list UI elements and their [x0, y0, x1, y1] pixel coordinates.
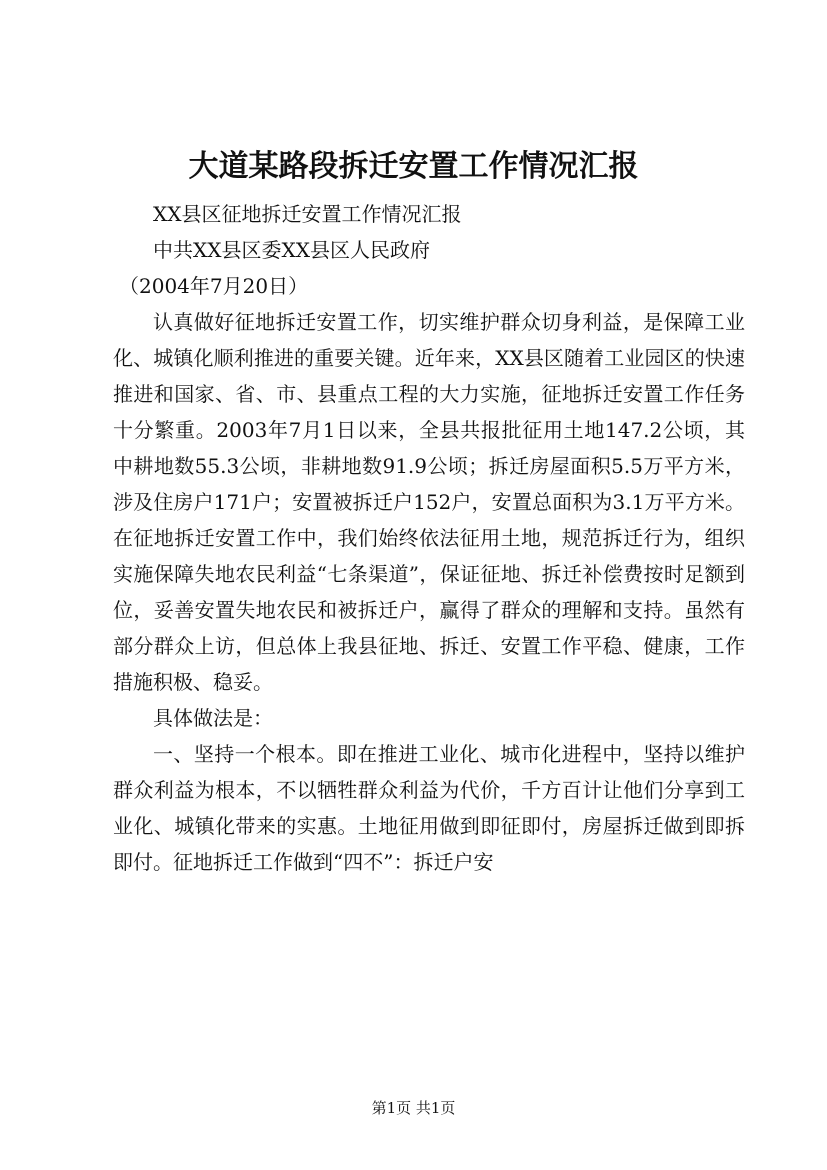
- date-line: （2004年7月20日）: [119, 274, 309, 298]
- document-title: 大道某路段拆迁安置工作情况汇报: [188, 149, 639, 184]
- document-body: [113, 196, 745, 880]
- page-footer: 第1页 共1页: [371, 1099, 456, 1117]
- body-paragraph-3: 一、坚持一个根本。即在推进工业化、城市化进程中，坚持以维护群众利益为根本，不以牺牲群众利益为代价，千方百计让他们分享到工业化、城镇化带来的实惠。土地征用做到即征即付，房屋拆迁做到即拆即付。征地拆迁工作做到“四不”：拆迁户安: [113, 742, 745, 874]
- body-paragraph-1: 认真做好征地拆迁安置工作，切实维护群众切身利益，是保障工业化、城镇化顺利推进的重要关键。近年来，XX县区随着工业园区的快速推进和国家、省、市、县重点工程的大力实施，征地拆迁安置工作任务十分繁重。2003年7月1日以来，全县共报批征用土地147.2公顷，其中耕地数55.3公顷，非耕地数91.9公顷；拆迁房屋面积5.5万平方米，涉及住房户171户；安置被拆迁户152户，安置总面积为3.1万平方米。在征地拆迁安置工作中，我们始终依法征用土地，规范拆迁行为，组织实施保障失地农民利益“七条渠道”，保证征地、拆迁补偿费按时足额到位，妥善安置失地农民和被拆迁户，赢得了群众的理解和支持。虽然有部分群众上访，但总体上我县征地、拆迁、安置工作平稳、健康，工作措施积极、稳妥。: [113, 310, 745, 694]
- body-paragraph-2: 具体做法是：: [153, 706, 273, 730]
- subtitle-line: XX县区征地拆迁安置工作情况汇报: [153, 202, 462, 226]
- issuer-line: 中共XX县区委XX县区人民政府: [153, 238, 430, 262]
